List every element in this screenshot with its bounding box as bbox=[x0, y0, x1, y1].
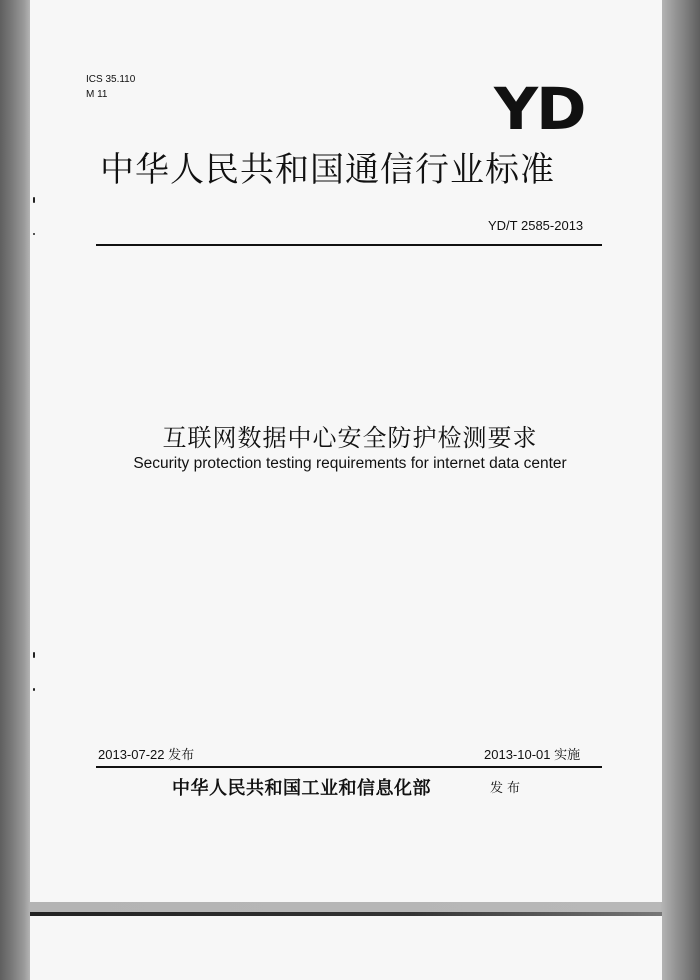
yd-logo: YD bbox=[494, 75, 585, 143]
publish-date: 2013-07-22 发布 bbox=[98, 747, 195, 762]
ics-code: ICS 35.110 bbox=[86, 74, 136, 85]
document-title-cn: 互联网数据中心安全防护检测要求 bbox=[162, 424, 538, 452]
issuer-suffix: 发布 bbox=[490, 781, 525, 796]
footer-divider bbox=[96, 766, 602, 768]
document-title-en: Security protection testing requirements for internet data center bbox=[133, 455, 567, 472]
category-code: M 11 bbox=[86, 89, 108, 100]
standard-code: YD/T 2585-2013 bbox=[488, 218, 584, 233]
scan-speck bbox=[33, 688, 35, 691]
scan-speck bbox=[33, 233, 35, 235]
scan-speck bbox=[33, 197, 35, 203]
header-divider bbox=[96, 244, 602, 246]
standard-title: 中华人民共和国通信行业标准 bbox=[100, 150, 555, 190]
implement-date: 2013-10-01 实施 bbox=[484, 747, 581, 762]
next-document-page bbox=[30, 916, 662, 980]
issuer: 中华人民共和国工业和信息化部 bbox=[172, 778, 431, 799]
scan-speck bbox=[33, 652, 35, 658]
